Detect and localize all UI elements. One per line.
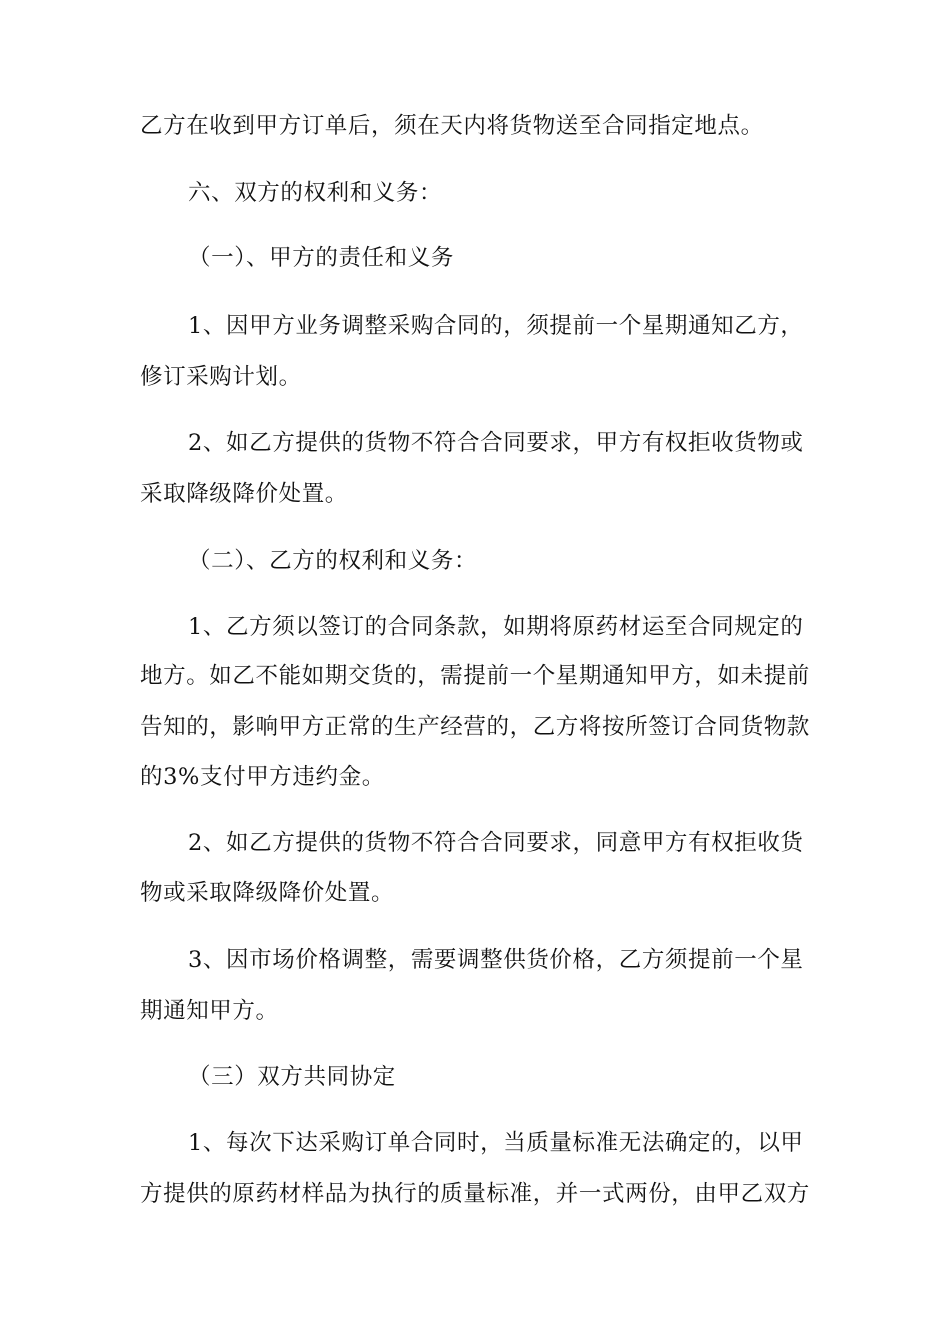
subheading-joint-agreement: （三）双方共同协定 [188,1064,396,1090]
party-b-clause-1-line-3: 告知的，影响甲方正常的生产经营的，乙方将按所签订合同货物款 [140,714,810,740]
joint-clause-1-line-1: 1、每次下达采购订单合同时，当质量标准无法确定的，以甲 [188,1130,804,1156]
party-a-clause-1-line-2: 修订采购计划。 [140,364,302,390]
party-b-clause-3-line-1: 3、因市场价格调整，需要调整供货价格，乙方须提前一个星 [188,947,804,973]
party-b-clause-1-line-2: 地方。如乙不能如期交货的，需提前一个星期通知甲方，如未提前 [140,663,810,689]
party-a-clause-1-line-1: 1、因甲方业务调整采购合同的，须提前一个星期通知乙方， [188,313,804,339]
party-b-clause-2-line-2: 物或采取降级降价处置。 [140,880,395,906]
subheading-party-b: （二）、乙方的权利和义务： [188,548,478,574]
paragraph-delivery-line: 乙方在收到甲方订单后，须在天内将货物送至合同指定地点。 [140,113,764,139]
party-b-clause-1-line-1: 1、乙方须以签订的合同条款，如期将原药材运至合同规定的 [188,614,804,640]
joint-clause-1-line-2: 方提供的原药材样品为执行的质量标准，并一式两份，由甲乙双方 [140,1181,810,1207]
party-a-clause-2-line-2: 采取降级降价处置。 [140,481,348,507]
section-heading-rights-obligations: 六、双方的权利和义务： [188,180,443,206]
party-b-clause-3-line-2: 期通知甲方。 [140,998,279,1024]
party-b-clause-1-line-4: 的3%支付甲方违约金。 [140,764,385,790]
party-a-clause-2-line-1: 2、如乙方提供的货物不符合合同要求，甲方有权拒收货物或 [188,430,804,456]
party-b-clause-2-line-1: 2、如乙方提供的货物不符合合同要求，同意甲方有权拒收货 [188,830,804,856]
subheading-party-a: （一）、甲方的责任和义务 [188,245,454,271]
